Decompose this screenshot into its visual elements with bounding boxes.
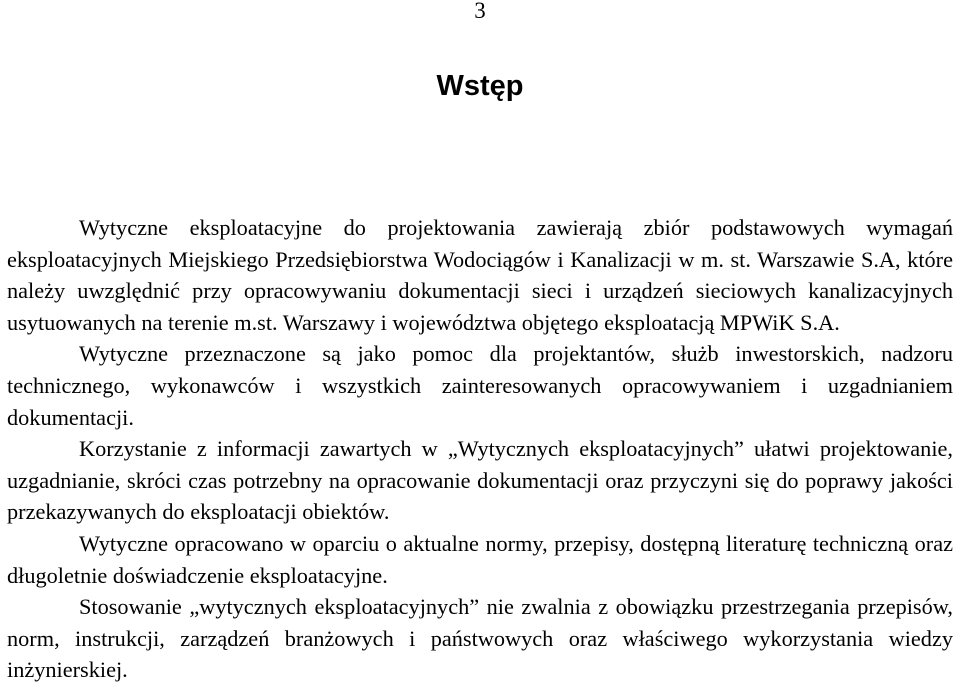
paragraph-benefits: Korzystanie z informacji zawartych w „Wytycznych eksploatacyjnych” ułatwi projektowanie, uzgadnianie, skróci czas potrzebny na opracowanie dokumentacji oraz przyczyni się do poprawy jakości przekazywanych do eksploatacji obiektów. <box>7 436 953 525</box>
paragraph-disclaimer: Stosowanie „wytycznych eksploatacyjnych” nie zwalnia z obowiązku przestrzegania przepisów, norm, instrukcji, zarządzeń branżowych i państwowych oraz właściwego wykorzystania wiedzy inżynierskiej. <box>7 594 953 683</box>
page-title: Wstęp <box>436 70 524 102</box>
document-body <box>7 212 953 686</box>
page-number: 3 <box>474 0 486 23</box>
paragraph-scope: Wytyczne eksploatacyjne do projektowania zawierają zbiór podstawowych wymagań eksploatacyjnych Miejskiego Przedsiębiorstwa Wodociągów i Kanalizacji w m. st. Warszawie S.A, które należy uwzględnić przy opracowywaniu dokumentacji sieci i urządzeń sieciowych kanalizacyjnych usytuowanych na terenie m.st. Warszawy i województwa objętego eksploatacją MPWiK S.A. <box>7 215 953 335</box>
paragraph-audience: Wytyczne przeznaczone są jako pomoc dla projektantów, służb inwestorskich, nadzoru technicznego, wykonawców i wszystkich zainteresowanych opracowywaniem i uzgadnianiem dokumentacji. <box>7 341 953 430</box>
paragraph-basis: Wytyczne opracowano w oparciu o aktualne normy, przepisy, dostępną literaturę techniczną oraz długoletnie doświadczenie eksploatacyjne. <box>7 530 953 588</box>
